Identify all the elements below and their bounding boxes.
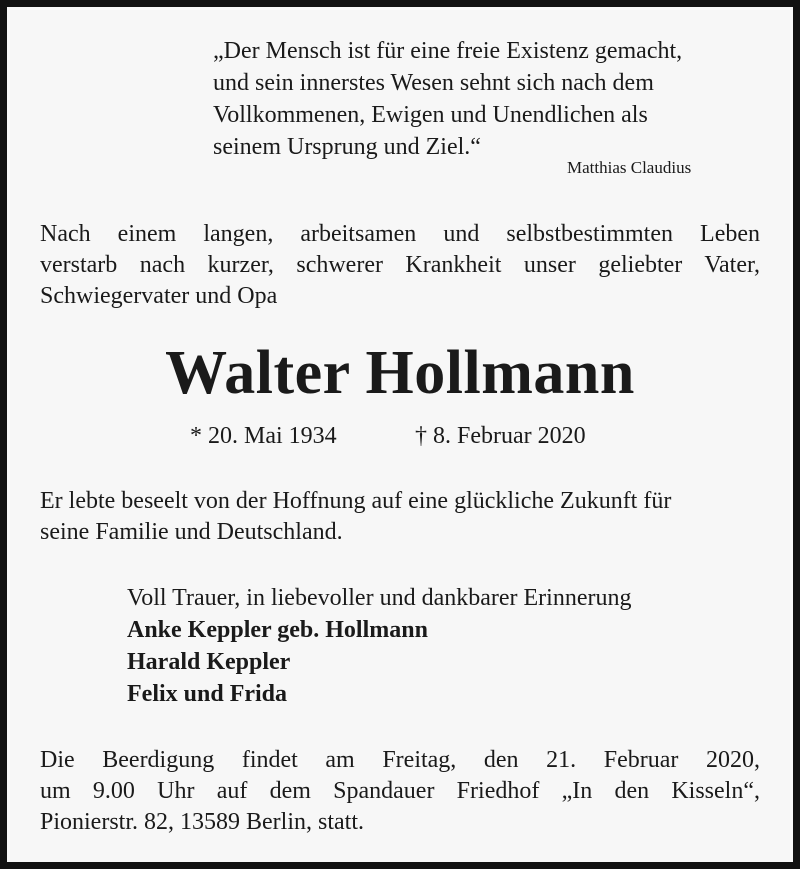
intro-line: Schwiegervater und Opa [40,283,278,309]
quote-block [213,35,773,163]
hope-line: Er lebte beseelt von der Hoffnung auf eine glückliche Zukunft für [40,488,672,514]
quote-line: und sein innerstes Wesen sehnt sich nach dem [213,70,654,96]
death-date: † 8. Februar 2020 [415,423,586,449]
quote-line: Vollkommenen, Ewigen und Unendlichen als [213,102,648,128]
mourners-intro: Voll Trauer, in liebevoller und dankbarer Erinnerung [127,585,632,611]
quote-author: Matthias Claudius [567,158,692,177]
obituary-notice [7,7,793,862]
intro-line: verstarb nach kurzer, schwerer Krankheit unser geliebter Vater, [40,252,760,278]
funeral-line: Die Beerdigung findet am Freitag, den 21. Februar 2020, [40,747,760,773]
mourner-name: Harald Keppler [127,649,291,675]
hope-paragraph [40,486,760,548]
quote-line: seinem Ursprung und Ziel.“ [213,134,481,160]
mourner-name: Anke Keppler geb. Hollmann [127,617,428,643]
funeral-line: um 9.00 Uhr auf dem Spandauer Friedhof „In den Kisseln“, [40,778,760,804]
hope-line: seine Familie und Deutschland. [40,519,343,545]
birth-date: * 20. Mai 1934 [190,423,337,449]
deceased-name: Walter Hollmann [165,339,635,407]
intro-line: Nach einem langen, arbeitsamen und selbstbestimmten Leben [40,221,760,247]
intro-paragraph [40,219,760,312]
quote-line: „Der Mensch ist für eine freie Existenz gemacht, [213,38,683,64]
funeral-line: Pionierstr. 82, 13589 Berlin, statt. [40,809,364,835]
mourners-block [127,582,631,710]
funeral-paragraph [40,745,760,838]
mourner-name: Felix und Frida [127,681,288,707]
